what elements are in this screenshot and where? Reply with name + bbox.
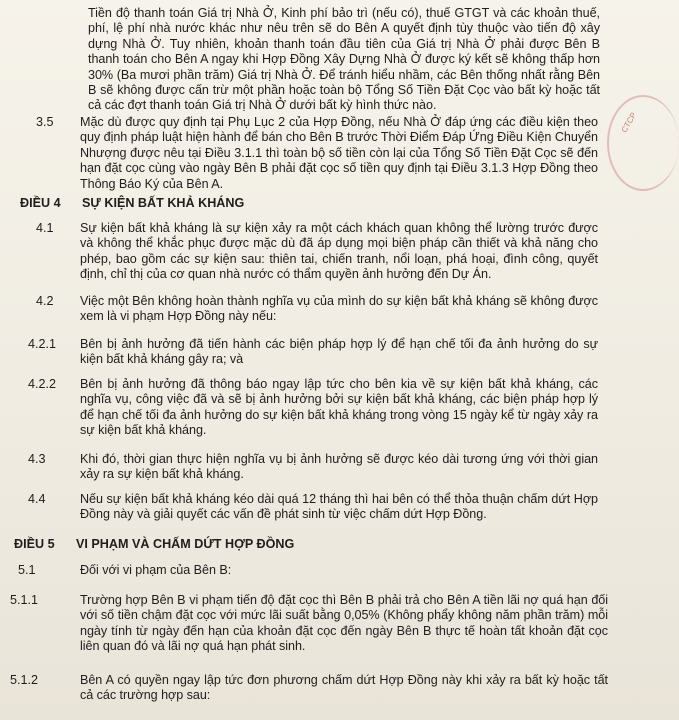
section-number-4-2-2: 4.2.2 — [28, 377, 57, 391]
section-number-4-2-1: 4.2.1 — [28, 337, 57, 351]
section-text-4-2-1: Bên bị ảnh hưởng đã tiến hành các biện pháp hợp lý để hạn chế tối đa ảnh hưởng do sự kiện bất khả kháng gây ra; và — [80, 337, 598, 367]
section-number-4-1: 4.1 — [36, 221, 54, 235]
company-seal — [607, 95, 679, 191]
section-text-3-5: Mặc dù được quy định tại Phụ Lục 2 của Hợp Đồng, nếu Nhà Ở đáp ứng các điều kiện theo quy định pháp luật hiện hành để bán cho Bên B trước Thời Điểm Đáp Ứng Điều Kiện Chuyển Nhượng được nêu tại Điều 3.1.1 thì toàn bộ số tiền còn lại của Tổng Số Tiền Đặt Cọc sẽ đến hạn đặt cọc cùng vào ngày Bên B phải đặt cọc số tiền quy định tại Điều 3.1.3 Hợp Đồng theo Thông Báo Ký của Bên A. — [80, 115, 598, 191]
section-number-5-1-2: 5.1.2 — [10, 673, 39, 687]
section-text-5-1: Đối với vi phạm của Bên B: — [80, 563, 232, 577]
section-text-4-2: Việc một Bên không hoàn thành nghĩa vụ của mình do sự kiện bất khả kháng sẽ không được xem là vi phạm Hợp Đồng này nếu: — [80, 294, 598, 324]
section-text-5-1-1: Trường hợp Bên B vi phạm tiến độ đặt cọc thì Bên B phải trả cho Bên A tiền lãi nợ quá hạn đối với số tiền chậm đặt cọc với mức lãi suất bằng 0,05% (Không phẩy không năm phần trăm) mỗi ngày tính từ ngày đến hạn của khoản đặt cọc đến ngày Bên B thực tế hoàn tất khoản đặt cọc liên quan đó và lãi nợ quá hạn phát sinh. — [80, 593, 608, 654]
section-number-3-5: 3.5 — [36, 115, 54, 129]
section-number-4-4: 4.4 — [28, 492, 46, 506]
section-number-4-3: 4.3 — [28, 452, 46, 466]
heading-number: ĐIỀU 4 — [20, 196, 61, 210]
section-number-4-2: 4.2 — [36, 294, 54, 308]
heading-article-5 — [14, 537, 294, 552]
section-text-4-1: Sự kiện bất khả kháng là sự kiện xảy ra một cách khách quan không thể lường trước được và không thể khắc phục được mặc dù đã áp dụng mọi biện pháp cần thiết và khả năng cho phép, bao gồm các sự kiện sau: thiên tai, chiến tranh, nổi loạn, phá hoại, đình công, quyết định, chỉ thị của cơ quan nhà nước có thẩm quyền ảnh hưởng đến Dự Án. — [80, 221, 598, 282]
heading-number: ĐIỀU 5 — [14, 537, 55, 551]
section-text-4-3: Khi đó, thời gian thực hiện nghĩa vụ bị ảnh hưởng sẽ được kéo dài tương ứng với thời gian xảy ra sự kiện bất khả kháng. — [80, 452, 598, 482]
section-text-5-1-2: Bên A có quyền ngay lập tức đơn phương chấm dứt Hợp Đồng này khi xảy ra bất kỳ hoặc tất cả các trường hợp sau: — [80, 673, 608, 703]
intro-paragraph: Tiền độ thanh toán Giá trị Nhà Ở, Kinh phí bảo trì (nếu có), thuế GTGT và các khoản thuế, phí, lệ phí nhà nước khác như nêu trên sẽ do Bên A quyết định tùy thuộc vào tiến độ xây dựng Nhà Ở. Tuy nhiên, khoản thanh toán đầu tiên của Giá trị Nhà Ở phải được Bên B thanh toán cho Bên A ngay khi Hợp Đồng Xây Dựng Nhà Ở được ký kết sẽ không thấp hơn 30% (Ba mươi phần trăm) Giá trị Nhà Ở. Để tránh hiểu nhầm, các Bên thống nhất rằng Bên B sẽ không được cấn trừ một phần hoặc toàn bộ Tổng Số Tiền Đặt Cọc vào bất kỳ hoặc tất cả các đợt thanh toán Giá trị Nhà Ở dưới bất kỳ hình thức nào. — [88, 6, 600, 113]
section-number-5-1: 5.1 — [18, 563, 36, 577]
heading-title: VI PHẠM VÀ CHẤM DỨT HỢP ĐỒNG — [76, 537, 295, 551]
section-number-5-1-1: 5.1.1 — [10, 593, 39, 607]
section-text-4-2-2: Bên bị ảnh hưởng đã thông báo ngay lập tức cho bên kia về sự kiện bất khả kháng, các nghĩa vụ, công việc đã và sẽ bị ảnh hưởng bởi sự kiện bất khả kháng, các biện pháp hợp lý để hạn chế tối đa ảnh hưởng do sự kiện bất khả kháng trong vòng 15 ngày kể từ ngày xảy ra sự kiện bất khả kháng. — [80, 377, 598, 438]
section-text-4-4: Nếu sự kiện bất khả kháng kéo dài quá 12 tháng thì hai bên có thể thỏa thuận chấm dứt Hợp Đồng này và giải quyết các vấn đề phát sinh từ việc chấm dứt Hợp Đồng. — [80, 492, 598, 522]
heading-title: SỰ KIỆN BẤT KHẢ KHÁNG — [82, 196, 245, 210]
company-seal-text: CTCP — [619, 110, 639, 135]
heading-article-4 — [20, 196, 244, 211]
